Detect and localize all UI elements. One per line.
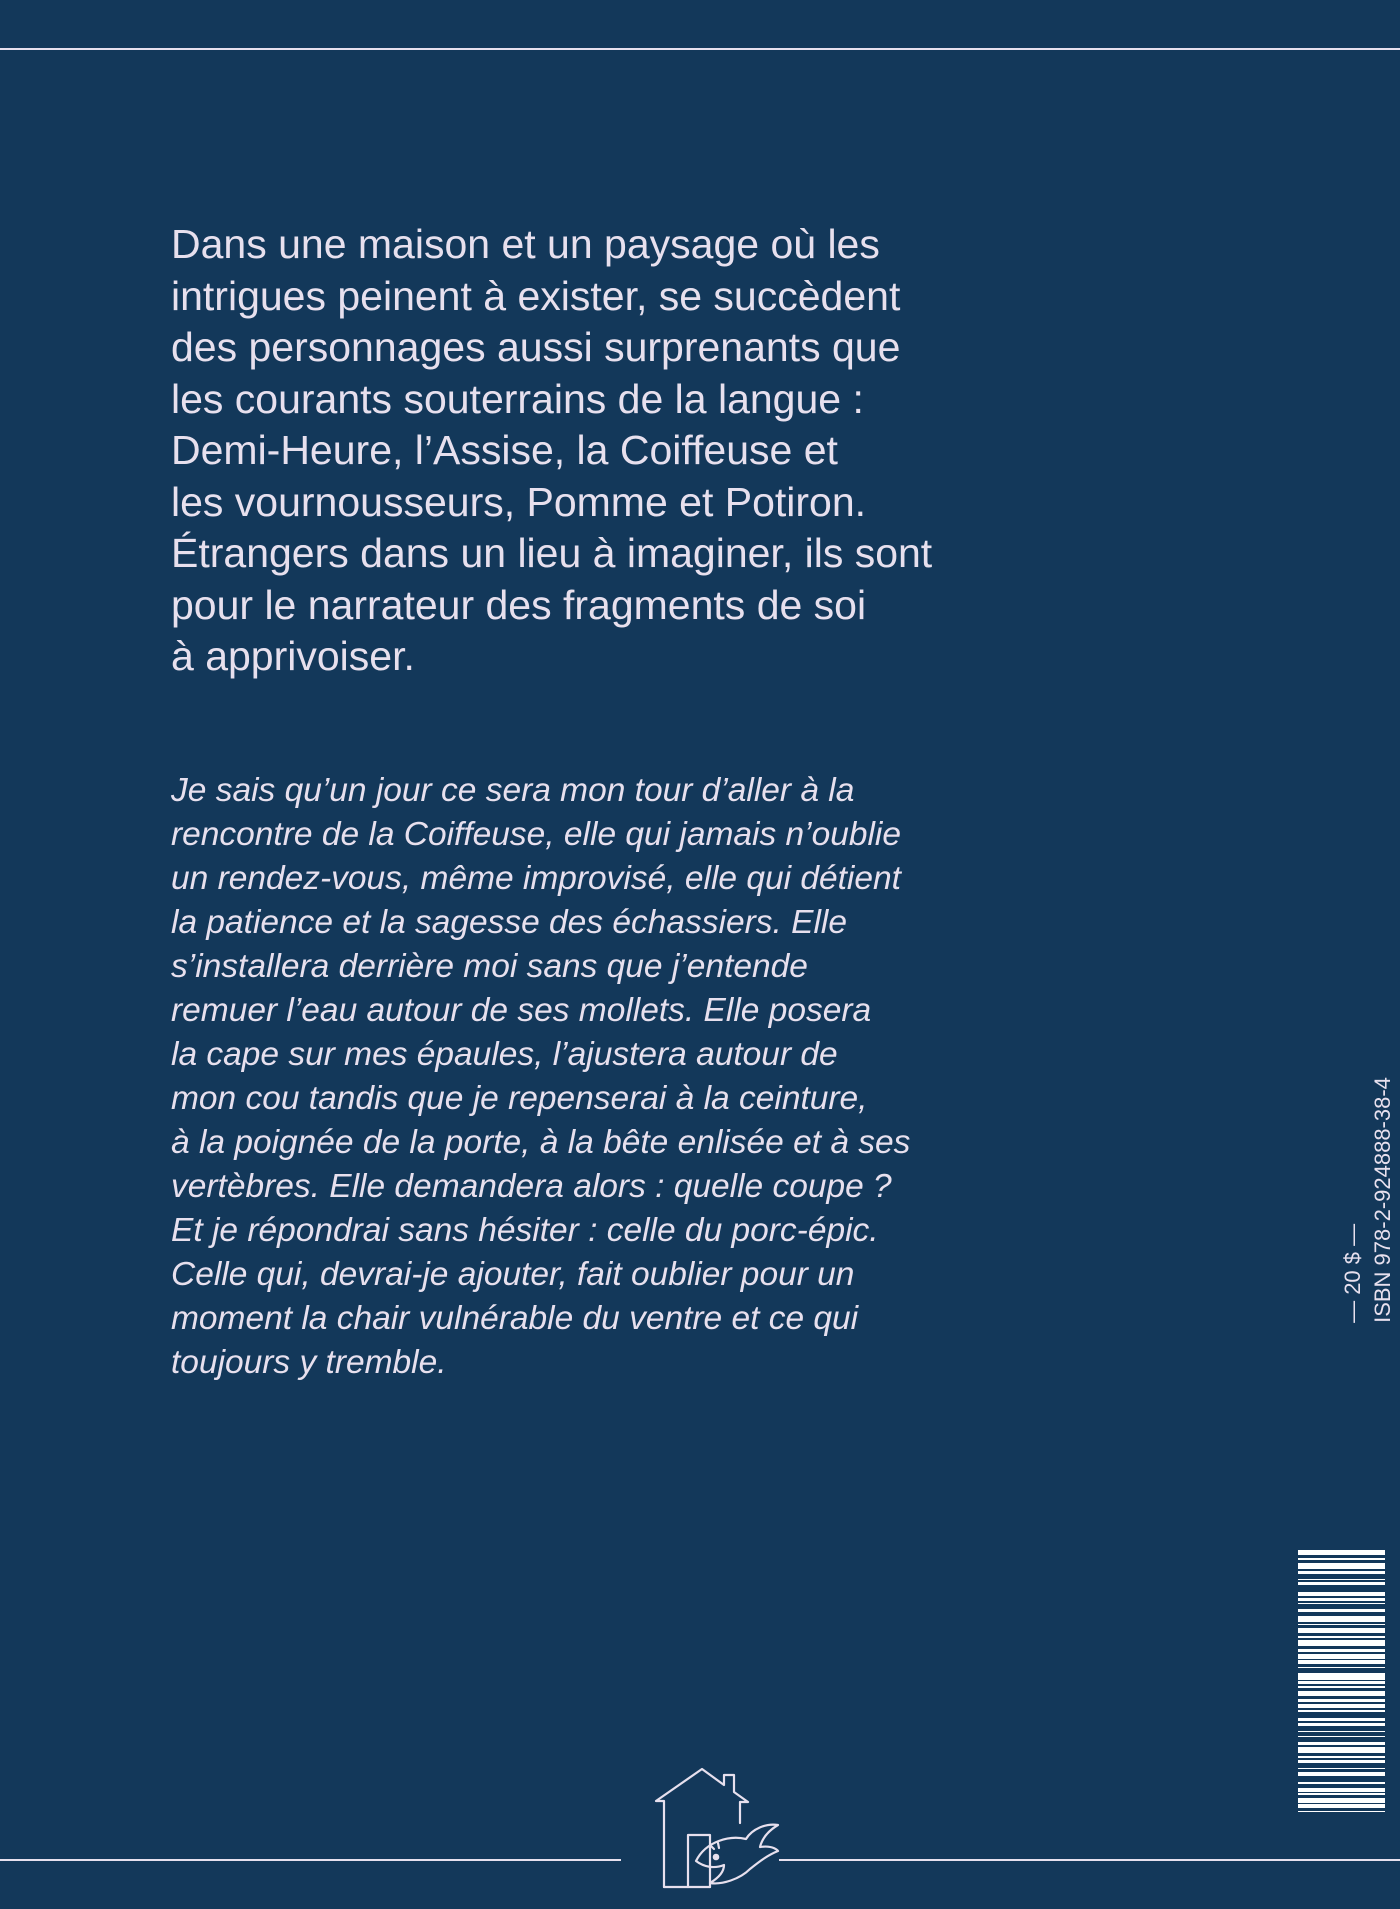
barcode-bar [1298, 1592, 1385, 1597]
synopsis-line: Dans une maison et un paysage où les [171, 221, 880, 267]
barcode-bar [1298, 1603, 1385, 1605]
barcode-bar [1298, 1782, 1385, 1784]
excerpt-line: la cape sur mes épaules, l’ajustera autour de [171, 1036, 838, 1073]
barcode-bar [1298, 1747, 1385, 1753]
barcode-bar [1298, 1558, 1385, 1560]
barcode-bar [1298, 1598, 1385, 1601]
top-rule [0, 48, 1400, 50]
synopsis-line: à apprivoiser. [171, 633, 415, 679]
excerpt-line: mon cou tandis que je repenserai à la ceinture, [171, 1080, 868, 1117]
barcode-bar [1298, 1667, 1385, 1669]
barcode-bar [1298, 1571, 1385, 1574]
barcode-bar [1298, 1609, 1385, 1612]
barcode-bar [1298, 1673, 1385, 1679]
excerpt-line: la patience et la sagesse des échassiers. Elle [171, 904, 847, 941]
barcode-bar [1298, 1723, 1385, 1726]
barcode-bar [1298, 1704, 1385, 1709]
barcode-bar [1298, 1756, 1385, 1758]
barcode-bar [1298, 1760, 1385, 1763]
excerpt-line: Et je répondrai sans hésiter : celle du porc-épic. [171, 1212, 879, 1249]
excerpt-line: Celle qui, devrai-je ajouter, fait oublier pour un [171, 1256, 855, 1293]
house-bird-logo-icon [650, 1765, 780, 1890]
synopsis-line: les vournousseurs, Pomme et Potiron. [171, 478, 867, 525]
barcode-bar [1298, 1654, 1385, 1659]
barcode-bar [1298, 1649, 1385, 1652]
price-label: — 20 $ — [1340, 1223, 1365, 1323]
barcode-bar [1298, 1798, 1385, 1803]
excerpt-line: s’installera derrière moi sans que j’entende [171, 948, 808, 985]
barcode-bar [1298, 1793, 1385, 1795]
barcode-bar [1298, 1640, 1385, 1646]
price-isbn-block [1338, 1077, 1398, 1323]
synopsis-line: intrigues peinent à exister, se succèdent [171, 272, 901, 319]
barcode-bar [1298, 1628, 1385, 1633]
excerpt-text [171, 769, 1071, 1385]
synopsis-line: les courants souterrains de la langue : [171, 375, 864, 422]
barcode-bar [1298, 1681, 1385, 1684]
barcode-bar [1298, 1579, 1385, 1581]
barcode-bar [1298, 1768, 1385, 1770]
barcode-icon [1298, 1550, 1385, 1815]
synopsis-line: Étrangers dans un lieu à imaginer, ils sont [171, 530, 933, 576]
excerpt-line: vertèbres. Elle demandera alors : quelle coupe ? [171, 1168, 892, 1205]
barcode-bar [1298, 1582, 1385, 1585]
bottom-rule-right [779, 1859, 1400, 1861]
excerpt-line: moment la chair vulnérable du ventre et ce qui [171, 1300, 859, 1337]
barcode-bar [1298, 1718, 1385, 1721]
synopsis-line: Demi-Heure, l’Assise, la Coiffeuse et [171, 427, 838, 473]
barcode-bar [1298, 1731, 1385, 1733]
excerpt-line: un rendez-vous, même improvisé, elle qui détient [171, 860, 901, 897]
barcode-bar [1298, 1788, 1385, 1791]
barcode-bar [1298, 1636, 1385, 1638]
barcode-bar [1298, 1616, 1385, 1622]
barcode-bar [1298, 1563, 1385, 1569]
barcode-bar [1298, 1660, 1385, 1663]
barcode-bar [1298, 1742, 1385, 1745]
barcode-bar [1298, 1804, 1385, 1807]
isbn-label: ISBN 978-2-924888-38-4 [1370, 1077, 1395, 1323]
barcode-bar [1298, 1699, 1385, 1702]
excerpt-line: remuer l’eau autour de ses mollets. Elle posera [171, 992, 872, 1029]
barcode-bar [1298, 1811, 1385, 1813]
barcode-bar [1298, 1686, 1385, 1688]
excerpt-line: Je sais qu’un jour ce sera mon tour d’aller à la [171, 772, 855, 809]
barcode-bar [1298, 1624, 1385, 1626]
bottom-rule-left [0, 1859, 621, 1861]
synopsis-text [171, 219, 1071, 683]
barcode-bar [1298, 1691, 1385, 1696]
excerpt-line: à la poignée de la porte, à la bête enlisée et à ses [171, 1124, 911, 1161]
excerpt-line: rencontre de la Coiffeuse, elle qui jamais n’oublie [171, 816, 901, 853]
barcode-bar [1298, 1710, 1385, 1712]
excerpt-line: toujours y tremble. [171, 1344, 447, 1381]
barcode-bar [1298, 1550, 1385, 1555]
synopsis-line: pour le narrateur des fragments de soi [171, 581, 867, 628]
synopsis-line: des personnages aussi surprenants que [171, 324, 901, 370]
barcode-bar [1298, 1772, 1385, 1775]
barcode-bar [1298, 1736, 1385, 1738]
